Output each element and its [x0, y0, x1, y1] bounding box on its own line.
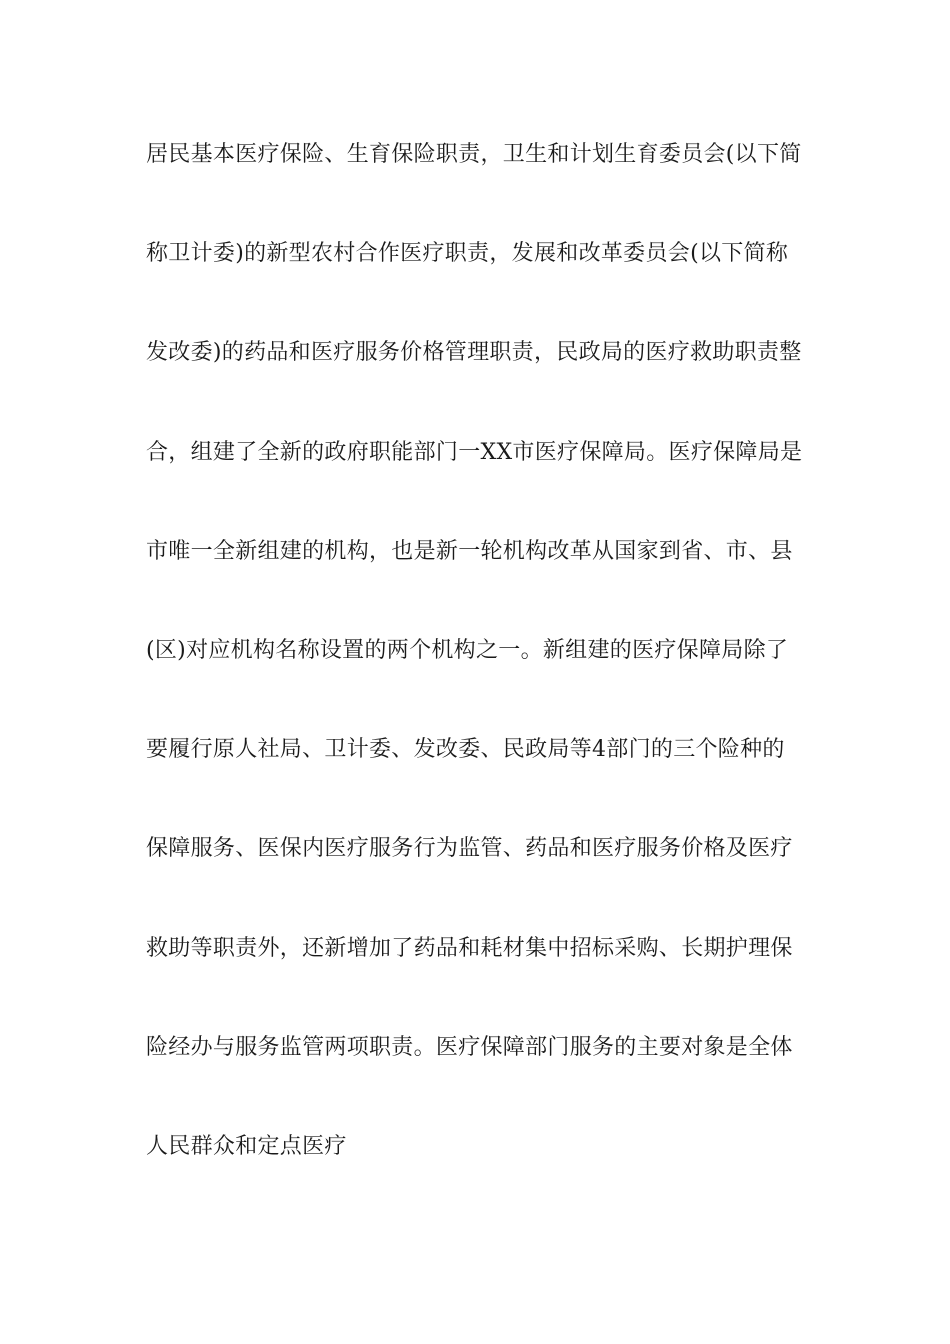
text-line: 险经办与服务监管两项职责。医疗保障部门服务的主要对象是全体: [146, 1034, 793, 1060]
text-line: 人民群众和定点医疗: [146, 1133, 347, 1159]
text-line: 称卫计委)的新型农村合作医疗职责，发展和改革委员会(以下简称: [146, 241, 789, 267]
text-line: 要履行原人社局、卫计委、发改委、民政局等4部门的三个险种的: [146, 737, 785, 763]
text-line: 居民基本医疗保险、生育保险职责，卫生和计划生育委员会(以下简: [146, 142, 802, 167]
text-line: 合，组建了全新的政府职能部门一XX市医疗保障局。医疗保障局是: [146, 439, 803, 465]
text-line: (区)对应机构名称设置的两个机构之一。新组建的医疗保障局除了: [146, 637, 789, 663]
text-line: 发改委)的药品和医疗服务价格管理职责，民政局的医疗救助职责整: [146, 340, 802, 366]
text-line: 保障服务、医保内医疗服务行为监管、药品和医疗服务价格及医疗: [146, 836, 793, 862]
body-text: [146, 137, 816, 1228]
text-line: 市唯一全新组建的机构，也是新一轮机构改革从国家到省、市、县: [146, 538, 793, 564]
text-line: 救助等职责外，还新增加了药品和耗材集中招标采购、长期护理保: [146, 935, 793, 961]
